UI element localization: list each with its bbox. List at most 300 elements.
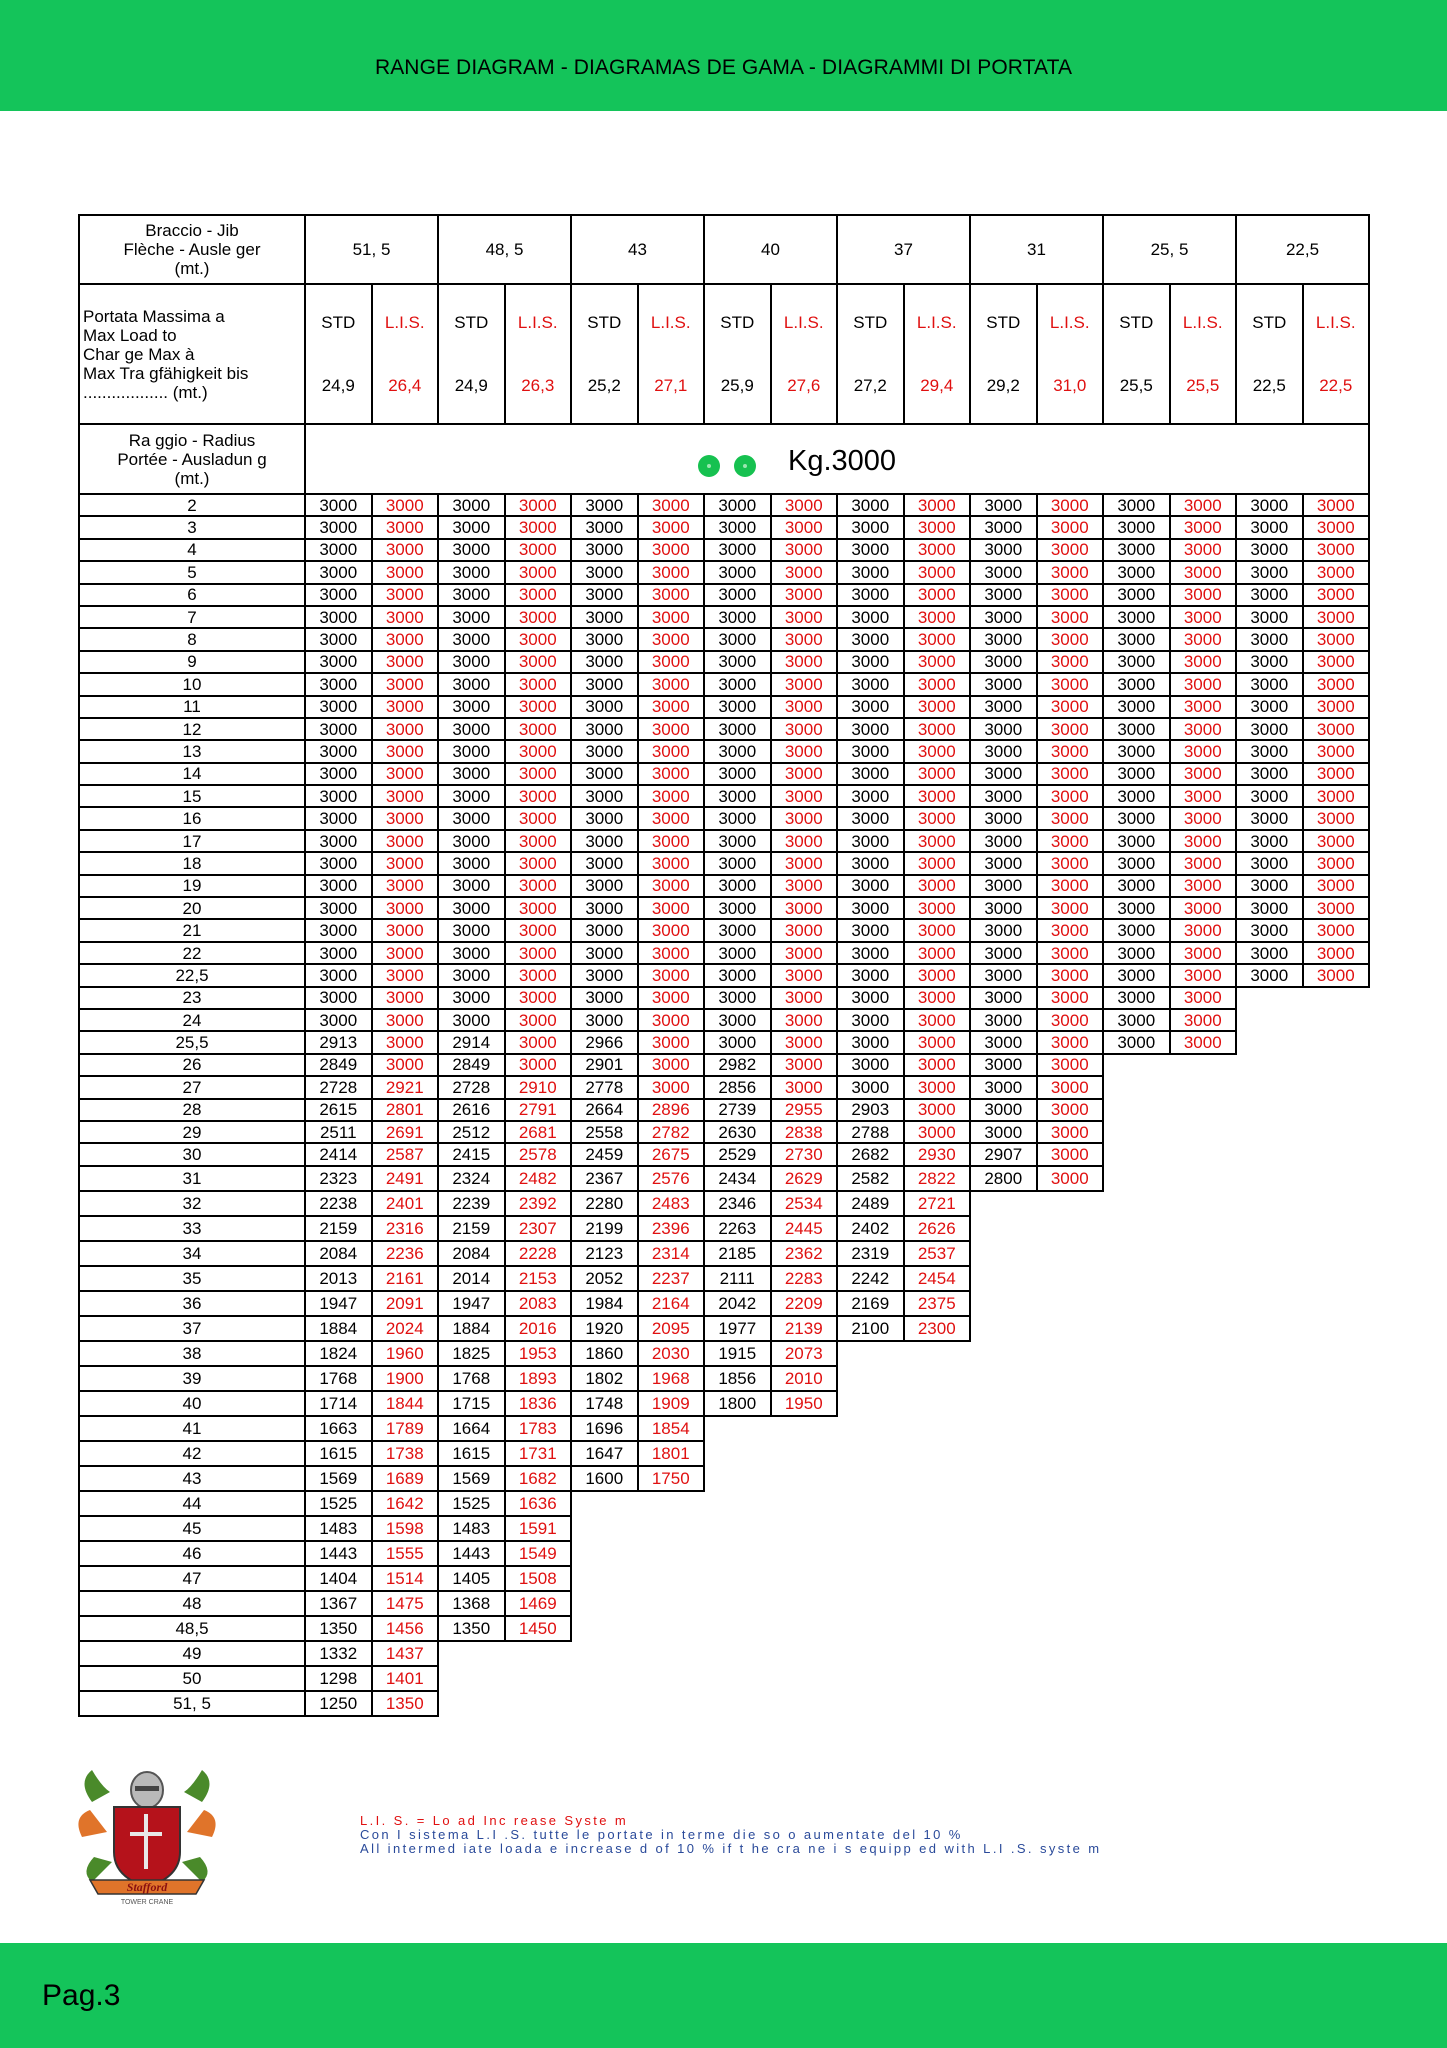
- radius-cell: 28: [79, 1099, 305, 1121]
- max-load-label: Portata Massima a Max Load to Char ge Max à Max Tra gfähigkeit bis .................. (mt.): [79, 284, 305, 424]
- radius-cell: 15: [79, 785, 305, 807]
- std-load-cell: 3000: [970, 539, 1037, 561]
- lis-load-cell: 3000: [1303, 807, 1370, 829]
- lis-load-cell: 3000: [1037, 987, 1104, 1009]
- footer-bar: [0, 1943, 1447, 2048]
- table-row: [79, 1054, 1369, 1076]
- table-row: [79, 1566, 1369, 1591]
- std-load-cell: 3000: [305, 919, 372, 941]
- lis-load-cell: 2896: [638, 1099, 705, 1121]
- std-load-cell: 3000: [837, 1076, 904, 1098]
- jib-length: 37: [837, 215, 970, 284]
- lis-load-cell: 3000: [638, 1031, 705, 1053]
- std-load-cell: 1250: [305, 1691, 372, 1716]
- lis-load-cell: 3000: [904, 763, 971, 785]
- radius-cell: 45: [79, 1516, 305, 1541]
- radius-cell: 11: [79, 696, 305, 718]
- empty-cell: [1303, 1416, 1370, 1441]
- std-load-cell: 3000: [305, 696, 372, 718]
- std-load-cell: 3000: [837, 628, 904, 650]
- std-load-cell: 1615: [438, 1441, 505, 1466]
- lis-load-cell: 3000: [1170, 919, 1237, 941]
- lis-load-cell: 3000: [904, 561, 971, 583]
- std-max-radius-cell: [571, 284, 638, 424]
- empty-cell: [1103, 1266, 1170, 1291]
- std-load-cell: 3000: [970, 807, 1037, 829]
- empty-cell: [638, 1641, 705, 1666]
- lis-load-cell: 3000: [638, 987, 705, 1009]
- lis-load-cell: 3000: [1037, 1031, 1104, 1053]
- empty-cell: [1236, 1366, 1303, 1391]
- lis-load-cell: 3000: [771, 964, 838, 986]
- std-load-cell: 2239: [438, 1191, 505, 1216]
- lis-load-cell: 3000: [638, 875, 705, 897]
- radius-cell: 24: [79, 1009, 305, 1031]
- lis-load-cell: 2721: [904, 1191, 971, 1216]
- std-load-cell: 1920: [571, 1316, 638, 1341]
- lis-load-cell: 2139: [771, 1316, 838, 1341]
- lis-load-cell: 3000: [904, 919, 971, 941]
- empty-cell: [837, 1466, 904, 1491]
- std-load-cell: 2434: [704, 1166, 771, 1191]
- empty-cell: [704, 1566, 771, 1591]
- empty-cell: [837, 1391, 904, 1416]
- lis-max-radius-cell: [1037, 284, 1104, 424]
- empty-cell: [1303, 1143, 1370, 1165]
- lis-load-cell: 3000: [638, 897, 705, 919]
- std-label: STD: [587, 313, 622, 332]
- std-max-radius: 25,2: [587, 376, 621, 395]
- empty-cell: [970, 1591, 1037, 1616]
- std-load-cell: 3000: [571, 539, 638, 561]
- jib-length: 48, 5: [438, 215, 571, 284]
- std-load-cell: 2728: [438, 1076, 505, 1098]
- empty-cell: [904, 1366, 971, 1391]
- empty-cell: [904, 1516, 971, 1541]
- lis-load-cell: 3000: [771, 696, 838, 718]
- std-max-radius: 25,9: [720, 376, 754, 395]
- empty-cell: [1037, 1316, 1104, 1341]
- std-load-cell: 3000: [1103, 964, 1170, 986]
- std-load-cell: 3000: [970, 964, 1037, 986]
- lis-load-cell: 3000: [1303, 718, 1370, 740]
- lis-load-cell: 3000: [638, 539, 705, 561]
- lis-load-cell: 2681: [505, 1121, 572, 1143]
- empty-cell: [837, 1616, 904, 1641]
- lis-load-cell: 3000: [1170, 942, 1237, 964]
- std-load-cell: 2084: [438, 1241, 505, 1266]
- jib-length: 40: [704, 215, 837, 284]
- lis-load-cell: 1555: [372, 1541, 439, 1566]
- lis-load-cell: 3000: [771, 785, 838, 807]
- empty-cell: [1103, 1466, 1170, 1491]
- lis-load-cell: 2396: [638, 1216, 705, 1241]
- empty-cell: [1170, 1216, 1237, 1241]
- radius-cell: 10: [79, 673, 305, 695]
- empty-cell: [1236, 1191, 1303, 1216]
- std-load-cell: 3000: [571, 561, 638, 583]
- empty-cell: [904, 1666, 971, 1691]
- lis-load-cell: 3000: [372, 1009, 439, 1031]
- empty-cell: [970, 1341, 1037, 1366]
- lis-load-cell: 3000: [1170, 897, 1237, 919]
- empty-cell: [638, 1666, 705, 1691]
- lis-load-cell: 3000: [1037, 942, 1104, 964]
- table-row: [79, 1541, 1369, 1566]
- lis-load-cell: 3000: [505, 807, 572, 829]
- empty-cell: [970, 1266, 1037, 1291]
- empty-cell: [1303, 1191, 1370, 1216]
- lis-load-cell: 2392: [505, 1191, 572, 1216]
- lis-load-cell: 3000: [1303, 919, 1370, 941]
- lis-load-cell: 3000: [505, 651, 572, 673]
- std-load-cell: 3000: [704, 696, 771, 718]
- lis-load-cell: 3000: [904, 628, 971, 650]
- std-load-cell: 1748: [571, 1391, 638, 1416]
- std-load-cell: 1884: [438, 1316, 505, 1341]
- std-load-cell: 1525: [438, 1491, 505, 1516]
- std-load-cell: 3000: [970, 1121, 1037, 1143]
- lis-load-cell: 2691: [372, 1121, 439, 1143]
- lis-load-cell: 2228: [505, 1241, 572, 1266]
- lis-load-cell: 3000: [771, 830, 838, 852]
- lis-load-cell: 3000: [505, 942, 572, 964]
- lis-load-cell: 3000: [1170, 807, 1237, 829]
- empty-cell: [1170, 1076, 1237, 1098]
- lis-load-cell: 3000: [904, 1054, 971, 1076]
- std-load-cell: 3000: [571, 718, 638, 740]
- std-load-cell: 3000: [704, 807, 771, 829]
- lis-load-cell: 2445: [771, 1216, 838, 1241]
- empty-cell: [1037, 1466, 1104, 1491]
- std-load-cell: 3000: [837, 785, 904, 807]
- std-load-cell: 3000: [438, 942, 505, 964]
- empty-cell: [1170, 1616, 1237, 1641]
- table-row: [79, 897, 1369, 919]
- std-load-cell: 3000: [1103, 942, 1170, 964]
- empty-cell: [704, 1491, 771, 1516]
- lis-load-cell: 1750: [638, 1466, 705, 1491]
- std-load-cell: 3000: [305, 606, 372, 628]
- empty-cell: [771, 1641, 838, 1666]
- empty-cell: [1170, 1241, 1237, 1266]
- std-load-cell: 3000: [1236, 718, 1303, 740]
- std-load-cell: 3000: [305, 561, 372, 583]
- lis-load-cell: 1960: [372, 1341, 439, 1366]
- std-load-cell: 3000: [1103, 987, 1170, 1009]
- std-load-cell: 2856: [704, 1076, 771, 1098]
- page-number: Pag.3: [42, 1979, 121, 2012]
- empty-cell: [704, 1641, 771, 1666]
- lis-load-cell: 3000: [771, 628, 838, 650]
- std-load-cell: 2013: [305, 1266, 372, 1291]
- empty-cell: [704, 1691, 771, 1716]
- lis-load-cell: 3000: [1037, 964, 1104, 986]
- std-load-cell: 3000: [1236, 897, 1303, 919]
- lis-load-cell: 3000: [505, 494, 572, 516]
- empty-cell: [704, 1541, 771, 1566]
- std-label: STD: [853, 313, 888, 332]
- lis-load-cell: 3000: [1303, 785, 1370, 807]
- std-load-cell: 3000: [704, 718, 771, 740]
- std-load-cell: 2367: [571, 1166, 638, 1191]
- radius-cell: 49: [79, 1641, 305, 1666]
- empty-cell: [1236, 1054, 1303, 1076]
- lis-load-cell: 3000: [638, 807, 705, 829]
- std-load-cell: 3000: [571, 919, 638, 941]
- empty-cell: [970, 1316, 1037, 1341]
- table-row: [79, 1121, 1369, 1143]
- std-load-cell: 3000: [571, 584, 638, 606]
- std-load-cell: 3000: [704, 852, 771, 874]
- lis-load-cell: 3000: [372, 919, 439, 941]
- std-load-cell: 2512: [438, 1121, 505, 1143]
- empty-cell: [1170, 1143, 1237, 1165]
- std-load-cell: 3000: [970, 494, 1037, 516]
- empty-cell: [837, 1566, 904, 1591]
- radius-cell: 9: [79, 651, 305, 673]
- jib-length: 22,5: [1236, 215, 1369, 284]
- lis-load-cell: 3000: [771, 561, 838, 583]
- lis-load-cell: 3000: [1303, 696, 1370, 718]
- empty-cell: [904, 1466, 971, 1491]
- std-load-cell: 3000: [837, 740, 904, 762]
- std-load-cell: 2324: [438, 1166, 505, 1191]
- lis-load-cell: 2838: [771, 1121, 838, 1143]
- empty-cell: [771, 1591, 838, 1616]
- empty-cell: [1103, 1691, 1170, 1716]
- std-load-cell: 3000: [837, 673, 904, 695]
- lis-load-cell: 3000: [372, 852, 439, 874]
- std-load-cell: 3000: [305, 875, 372, 897]
- lis-load-cell: 2164: [638, 1291, 705, 1316]
- radius-cell: 5: [79, 561, 305, 583]
- empty-cell: [1236, 1166, 1303, 1191]
- std-load-cell: 1600: [571, 1466, 638, 1491]
- lis-max-radius-cell: [372, 284, 439, 424]
- empty-cell: [970, 1566, 1037, 1591]
- empty-cell: [771, 1616, 838, 1641]
- empty-cell: [970, 1666, 1037, 1691]
- std-load-cell: 2199: [571, 1216, 638, 1241]
- jib-length: 25, 5: [1103, 215, 1236, 284]
- empty-cell: [571, 1591, 638, 1616]
- lis-load-cell: 1950: [771, 1391, 838, 1416]
- lis-load-cell: 3000: [638, 942, 705, 964]
- empty-cell: [638, 1591, 705, 1616]
- lis-load-cell: 3000: [1303, 561, 1370, 583]
- empty-cell: [1236, 987, 1303, 1009]
- lis-load-cell: 3000: [1170, 494, 1237, 516]
- lis-load-cell: 3000: [771, 539, 838, 561]
- radius-cell: 6: [79, 584, 305, 606]
- lis-load-cell: 3000: [505, 897, 572, 919]
- std-load-cell: 3000: [571, 830, 638, 852]
- empty-cell: [1170, 1316, 1237, 1341]
- empty-cell: [1037, 1266, 1104, 1291]
- lis-load-cell: 3000: [1037, 875, 1104, 897]
- jib-label: Braccio - Jib Flèche - Ausle ger (mt.): [79, 215, 305, 284]
- lis-load-cell: 2209: [771, 1291, 838, 1316]
- empty-cell: [970, 1491, 1037, 1516]
- empty-cell: [1303, 1366, 1370, 1391]
- load-class-cell: [305, 424, 1369, 494]
- empty-cell: [904, 1491, 971, 1516]
- lis-load-cell: 2629: [771, 1166, 838, 1191]
- std-load-cell: 1977: [704, 1316, 771, 1341]
- std-load-cell: 3000: [438, 807, 505, 829]
- lis-max-radius-cell: [1303, 284, 1370, 424]
- lis-load-cell: 3000: [771, 897, 838, 919]
- std-load-cell: 1404: [305, 1566, 372, 1591]
- empty-cell: [1103, 1241, 1170, 1266]
- lis-load-cell: 1738: [372, 1441, 439, 1466]
- std-load-cell: 3000: [1103, 673, 1170, 695]
- std-load-cell: 3000: [1103, 740, 1170, 762]
- lis-load-cell: 3000: [505, 964, 572, 986]
- std-load-cell: 2159: [438, 1216, 505, 1241]
- std-load-cell: 3000: [438, 561, 505, 583]
- std-load-cell: 3000: [704, 1009, 771, 1031]
- std-load-cell: 1768: [438, 1366, 505, 1391]
- lis-load-cell: 2578: [505, 1143, 572, 1165]
- std-load-cell: 1443: [305, 1541, 372, 1566]
- lis-load-cell: 3000: [1303, 942, 1370, 964]
- table-row: [79, 1316, 1369, 1341]
- empty-cell: [1236, 1416, 1303, 1441]
- lis-load-cell: 3000: [1303, 539, 1370, 561]
- lis-max-radius-cell: [904, 284, 971, 424]
- std-load-cell: 3000: [837, 942, 904, 964]
- lis-load-cell: 3000: [638, 718, 705, 740]
- table-row: [79, 1391, 1369, 1416]
- std-load-cell: 2849: [305, 1054, 372, 1076]
- table-row: [79, 1441, 1369, 1466]
- empty-cell: [837, 1491, 904, 1516]
- lis-load-cell: 2782: [638, 1121, 705, 1143]
- lis-load-cell: 3000: [372, 964, 439, 986]
- lis-load-cell: 3000: [1170, 763, 1237, 785]
- empty-cell: [571, 1516, 638, 1541]
- lis-load-cell: 3000: [904, 875, 971, 897]
- empty-cell: [771, 1691, 838, 1716]
- std-load-cell: 3000: [1103, 875, 1170, 897]
- std-load-cell: 3000: [704, 673, 771, 695]
- empty-cell: [1303, 1441, 1370, 1466]
- lis-max-radius-cell: [771, 284, 838, 424]
- std-load-cell: 3000: [704, 584, 771, 606]
- lis-load-cell: 2314: [638, 1241, 705, 1266]
- empty-cell: [1236, 1591, 1303, 1616]
- lis-load-cell: 3000: [1170, 740, 1237, 762]
- lis-load-cell: 3000: [1170, 987, 1237, 1009]
- lis-load-cell: 1508: [505, 1566, 572, 1591]
- lis-load-cell: 1475: [372, 1591, 439, 1616]
- std-load-cell: 3000: [1236, 628, 1303, 650]
- note-line-3: All intermed iate loada e increase d of 10 % if t he cra ne i s equipp ed with L.I .S. syste m: [360, 1841, 1102, 1856]
- std-max-radius-cell: [1103, 284, 1170, 424]
- radius-cell: 29: [79, 1121, 305, 1143]
- std-load-cell: 3000: [438, 987, 505, 1009]
- lis-load-cell: 2375: [904, 1291, 971, 1316]
- lis-load-cell: 3000: [505, 830, 572, 852]
- radius-cell: 31: [79, 1166, 305, 1191]
- empty-cell: [837, 1341, 904, 1366]
- std-load-cell: 3000: [571, 696, 638, 718]
- lis-load-cell: 2730: [771, 1143, 838, 1165]
- std-load-cell: 3000: [837, 696, 904, 718]
- empty-cell: [638, 1616, 705, 1641]
- lis-load-cell: 3000: [1170, 539, 1237, 561]
- std-load-cell: 3000: [704, 763, 771, 785]
- lis-max-radius: 22,5: [1319, 376, 1353, 395]
- std-load-cell: 3000: [438, 897, 505, 919]
- radius-cell: 12: [79, 718, 305, 740]
- std-max-radius-cell: [970, 284, 1037, 424]
- empty-cell: [837, 1416, 904, 1441]
- lis-load-cell: 2316: [372, 1216, 439, 1241]
- lis-load-cell: 3000: [904, 1076, 971, 1098]
- empty-cell: [1103, 1054, 1170, 1076]
- lis-load-cell: 3000: [638, 696, 705, 718]
- empty-cell: [1037, 1541, 1104, 1566]
- std-load-cell: 2616: [438, 1099, 505, 1121]
- empty-cell: [771, 1541, 838, 1566]
- lis-load-cell: 3000: [771, 740, 838, 762]
- lis-load-cell: 3000: [1303, 830, 1370, 852]
- std-load-cell: 3000: [305, 1009, 372, 1031]
- std-label: STD: [1252, 313, 1287, 332]
- empty-cell: [1103, 1566, 1170, 1591]
- empty-cell: [1170, 1391, 1237, 1416]
- lis-load-cell: 3000: [638, 606, 705, 628]
- std-load-cell: 3000: [704, 561, 771, 583]
- std-load-cell: 3000: [571, 875, 638, 897]
- empty-cell: [1303, 1391, 1370, 1416]
- std-load-cell: 1714: [305, 1391, 372, 1416]
- empty-cell: [438, 1641, 505, 1666]
- table-row: [79, 763, 1369, 785]
- empty-cell: [1037, 1341, 1104, 1366]
- empty-cell: [1037, 1291, 1104, 1316]
- lis-load-cell: 3000: [372, 628, 439, 650]
- std-load-cell: 3000: [837, 718, 904, 740]
- std-load-cell: 2529: [704, 1143, 771, 1165]
- lis-load-cell: 1953: [505, 1341, 572, 1366]
- std-load-cell: 2800: [970, 1166, 1037, 1191]
- empty-cell: [1103, 1341, 1170, 1366]
- std-load-cell: 3000: [438, 964, 505, 986]
- lis-load-cell: 3000: [904, 830, 971, 852]
- empty-cell: [1037, 1566, 1104, 1591]
- lis-max-radius: 26,4: [388, 376, 422, 395]
- empty-cell: [1236, 1316, 1303, 1341]
- lis-load-cell: 3000: [1037, 539, 1104, 561]
- empty-cell: [1170, 1191, 1237, 1216]
- std-load-cell: 3000: [837, 584, 904, 606]
- lis-load-cell: 1801: [638, 1441, 705, 1466]
- std-load-cell: 1800: [704, 1391, 771, 1416]
- empty-cell: [904, 1341, 971, 1366]
- empty-cell: [1103, 1541, 1170, 1566]
- empty-cell: [1037, 1441, 1104, 1466]
- std-load-cell: 2788: [837, 1121, 904, 1143]
- std-load-cell: 3000: [970, 785, 1037, 807]
- std-load-cell: 1350: [438, 1616, 505, 1641]
- lis-load-cell: 1636: [505, 1491, 572, 1516]
- radius-cell: 34: [79, 1241, 305, 1266]
- std-load-cell: 3000: [704, 740, 771, 762]
